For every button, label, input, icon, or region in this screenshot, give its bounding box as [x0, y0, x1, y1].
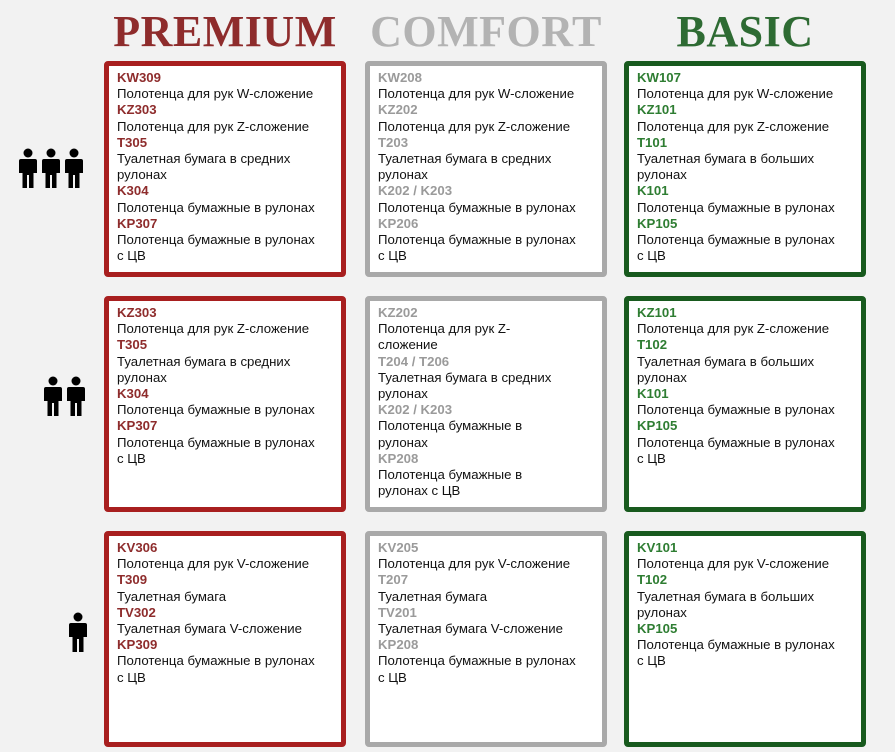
product-code: T309 [117, 572, 148, 588]
product-code: KW309 [117, 70, 161, 85]
product-description: Туалетная бумага в больших рулонах [637, 588, 815, 620]
product-description: Туалетная бумага V-сложение [117, 621, 302, 637]
product-code: T305 [117, 337, 148, 353]
product-description: Полотенца бумажные в рулонах с ЦВ [637, 232, 835, 264]
product-code: T102 [637, 572, 668, 588]
product-card-basic [624, 531, 866, 747]
product-code: KZ303 [117, 102, 157, 118]
product-card-comfort [365, 61, 607, 277]
product-description: Туалетная бумага в средних рулонах [117, 353, 291, 385]
product-code: K202 / K203 [378, 183, 453, 199]
tier-title-basic: BASIC [676, 7, 814, 56]
two-people-icon [43, 376, 86, 416]
product-code: T204 / T206 [378, 353, 450, 369]
person-icon [43, 376, 63, 416]
product-description: Полотенца для рук Z-сложение [637, 321, 830, 337]
product-code: KV306 [117, 540, 158, 555]
product-code: KP208 [378, 450, 419, 466]
product-description: Полотенца бумажные в рулонах с ЦВ [117, 434, 315, 466]
product-description: Полотенца бумажные в рулонах [117, 402, 315, 418]
product-card-premium [104, 61, 346, 277]
product-card-comfort [365, 531, 607, 747]
product-code: TV302 [117, 604, 156, 620]
product-description: Полотенца для рук V-сложение [378, 556, 571, 572]
product-description: Туалетная бумага в больших рулонах [637, 353, 815, 385]
product-code: T305 [117, 134, 148, 150]
person-icon [18, 148, 38, 188]
product-code: KZ202 [378, 102, 418, 118]
product-code: KZ303 [117, 305, 157, 320]
product-code: T203 [378, 134, 409, 150]
product-description: Полотенца для рук Z-сложение [117, 118, 310, 134]
product-code: KP105 [637, 621, 678, 637]
product-code: KP307 [117, 418, 158, 434]
product-description: Полотенца бумажные в рулонах с ЦВ [637, 434, 835, 466]
product-code: K304 [117, 183, 149, 199]
one-person-icon [68, 612, 88, 652]
person-icon [68, 612, 88, 652]
product-card-basic [624, 296, 866, 512]
product-description: Полотенца для рук Z-сложение [637, 118, 830, 134]
product-code: KV101 [637, 540, 678, 555]
product-description: Полотенца для рук W-сложение [117, 86, 314, 102]
product-code: KZ101 [637, 102, 677, 118]
product-description: Полотенца бумажные в рулонах с ЦВ [117, 232, 315, 264]
product-code: KP309 [117, 637, 158, 653]
product-code: KZ101 [637, 305, 677, 320]
product-description: Туалетная бумага в средних рулонах [378, 369, 552, 402]
three-people-icon [18, 148, 84, 188]
product-code: KP105 [637, 215, 678, 231]
product-code: KV205 [378, 540, 419, 555]
product-code: K304 [117, 386, 149, 402]
product-description: Полотенца бумажные в рулонах [378, 199, 576, 215]
product-description: Полотенца бумажные в рулонах с ЦВ [378, 232, 576, 264]
product-card-premium [104, 296, 346, 512]
product-description: Туалетная бумага [378, 588, 488, 604]
product-description: Полотенца для рук Z- сложение [378, 321, 511, 353]
product-code: K202 / K203 [378, 402, 453, 418]
tier-title-comfort: COMFORT [370, 7, 602, 56]
product-code: TV201 [378, 604, 417, 620]
product-description: Полотенца для рук V-сложение [117, 556, 310, 572]
product-card-premium [104, 531, 346, 747]
product-code: KP105 [637, 418, 678, 434]
product-description: Туалетная бумага в средних рулонах [378, 151, 552, 183]
product-description: Полотенца для рук W-сложение [378, 86, 575, 102]
product-code: KP307 [117, 215, 158, 231]
product-code: T102 [637, 337, 668, 353]
product-code: KZ202 [378, 305, 418, 320]
person-icon [64, 148, 84, 188]
product-code: K101 [637, 386, 669, 402]
product-description: Полотенца бумажные в рулонах [378, 418, 523, 450]
product-description: Полотенца бумажные в рулонах с ЦВ [117, 653, 315, 685]
product-description: Полотенца бумажные в рулонах с ЦВ [637, 637, 835, 669]
person-icon [66, 376, 86, 416]
product-description: Полотенца бумажные в рулонах с ЦВ [378, 653, 576, 685]
product-description: Полотенца бумажные в рулонах [637, 402, 835, 418]
product-description: Туалетная бумага в средних рулонах [117, 151, 291, 183]
product-description: Полотенца для рук V-сложение [637, 556, 830, 572]
product-description: Полотенца бумажные в рулонах [117, 199, 315, 215]
person-icon [41, 148, 61, 188]
product-code: T207 [378, 572, 409, 588]
product-code: KP206 [378, 215, 419, 231]
product-description: Полотенца бумажные в рулонах [637, 199, 835, 215]
product-description: Полотенца для рук Z-сложение [117, 321, 310, 337]
product-description: Полотенца для рук Z-сложение [378, 118, 571, 134]
product-code: T101 [637, 134, 668, 150]
product-description: Полотенца бумажные в рулонах с ЦВ [378, 467, 523, 499]
product-card-basic [624, 61, 866, 277]
product-card-comfort [365, 296, 607, 512]
product-code: KW208 [378, 70, 422, 85]
product-code: KW107 [637, 70, 681, 85]
product-description: Туалетная бумага [117, 588, 227, 604]
product-description: Туалетная бумага V-сложение [378, 621, 563, 637]
product-description: Полотенца для рук W-сложение [637, 86, 834, 102]
product-description: Туалетная бумага в больших рулонах [637, 151, 815, 183]
product-code: KP208 [378, 637, 419, 653]
tier-title-premium: PREMIUM [113, 7, 337, 56]
product-code: K101 [637, 183, 669, 199]
